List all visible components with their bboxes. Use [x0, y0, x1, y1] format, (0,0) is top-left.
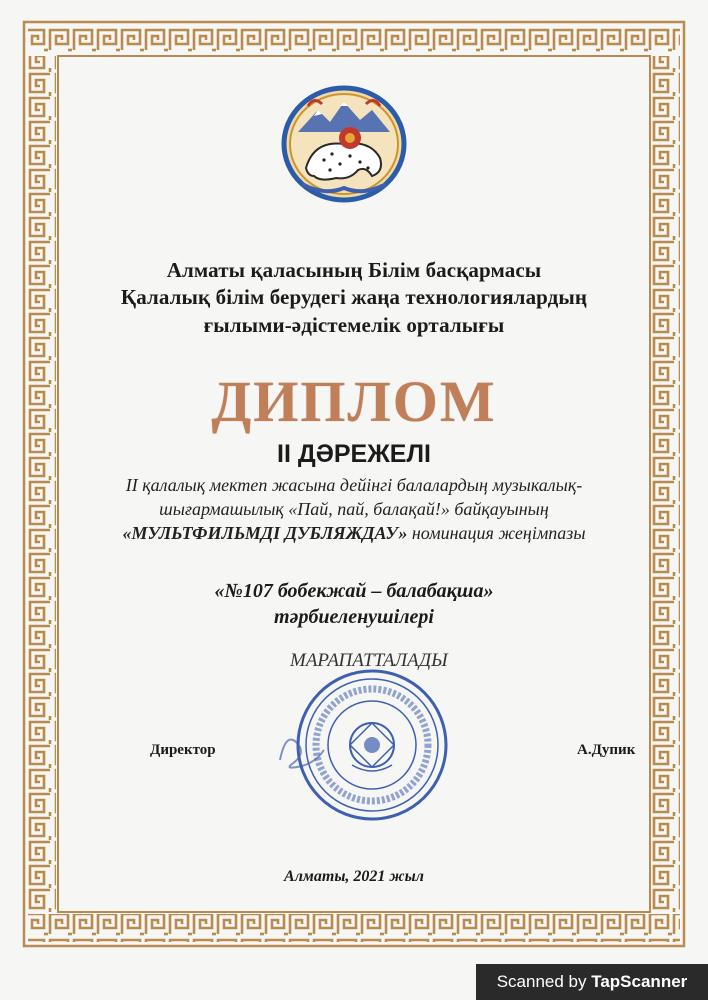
- description-line-3: [0, 523, 708, 544]
- scanner-prefix: Scanned by: [496, 972, 592, 991]
- recipient-line-1: «№107 бобекжай – балабақша»: [214, 580, 494, 602]
- signatory-position: Директор: [150, 742, 216, 758]
- diploma-degree: II ДӘРЕЖЕЛІ: [277, 440, 431, 468]
- scanner-watermark: [476, 964, 708, 1000]
- recipient-line-2: тәрбиеленушілері: [274, 606, 434, 628]
- issuer-line-2: Қалалық білім берудегі жаңа технологиялардың: [120, 285, 588, 309]
- signatory-name: А.Дупик: [577, 742, 636, 758]
- description-line-1: II қалалық мектеп жасына дейінгі балалардың музыкалық-: [125, 475, 583, 495]
- almaty-emblem: [274, 80, 414, 208]
- diploma-title: ДИПЛОМ: [211, 369, 497, 434]
- official-stamp: [292, 665, 452, 825]
- award-text: МАРАПАТТАЛАДЫ: [290, 650, 448, 671]
- description-line-2: шығармашылық «Пай, пай, балақай!» байқауының: [159, 499, 549, 519]
- nomination-suffix: номинация жеңімпазы: [407, 523, 586, 543]
- issuer-line-1: Алматы қаласының Білім басқармасы: [166, 258, 542, 282]
- issuer-line-3: ғылыми-әдістемелік орталығы: [203, 313, 505, 337]
- scanner-brand: TapScanner: [591, 972, 688, 991]
- city-and-year: Алматы, 2021 жыл: [284, 868, 424, 885]
- nomination-name: «МУЛЬТФИЛЬМДІ ДУБЛЯЖДАУ»: [122, 523, 408, 543]
